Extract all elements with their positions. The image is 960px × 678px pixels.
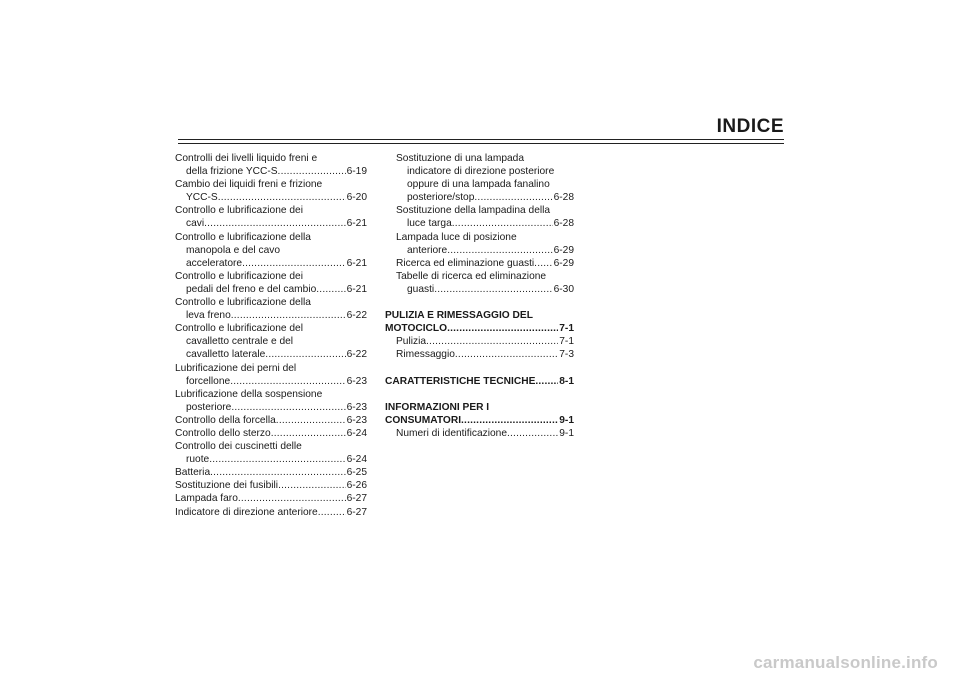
toc-leader-dots xyxy=(210,466,346,479)
toc-entry[interactable] xyxy=(385,335,574,348)
toc-entry-page: 6-30 xyxy=(553,283,574,295)
toc-leader-dots xyxy=(461,414,558,427)
toc-entry-title: Sostituzione della lampadina della xyxy=(396,205,551,217)
toc-entry[interactable] xyxy=(385,414,574,427)
toc-entry-title: Tabelle di ricerca ed eliminazione xyxy=(396,270,547,282)
toc-leader-dots xyxy=(447,244,552,257)
toc-entry-page: 6-28 xyxy=(553,218,574,230)
toc-entry-title: Numeri di identificazione xyxy=(396,427,507,439)
toc-entry-title: luce targa xyxy=(407,218,452,230)
toc-entry-title: acceleratore xyxy=(186,257,243,269)
toc-entry-title: INFORMAZIONI PER I xyxy=(385,401,490,413)
toc-entry-title: cavalletto centrale e del xyxy=(186,336,294,348)
toc-entry-title: Lampada luce di posizione xyxy=(396,231,517,243)
toc-entry-page: 6-27 xyxy=(346,506,367,518)
toc-entry[interactable] xyxy=(385,270,574,283)
toc-entry-title: cavalletto laterale xyxy=(186,349,266,361)
toc-entry-title: Sostituzione di una lampada xyxy=(396,153,524,164)
toc-entry-title: Lampada faro xyxy=(175,493,238,505)
toc-entry-title: Controllo dello sterzo xyxy=(175,427,271,439)
toc-entry-title: Lubrificazione dei perni del xyxy=(175,362,297,374)
toc-leader-dots xyxy=(455,348,558,361)
toc-entry[interactable] xyxy=(175,440,367,453)
toc-entry[interactable] xyxy=(175,414,367,427)
toc-entry-page: 6-22 xyxy=(346,349,367,361)
toc-entry[interactable] xyxy=(175,270,367,283)
toc-entry[interactable] xyxy=(175,257,367,270)
toc-entry-title: Controllo e lubrificazione della xyxy=(175,297,311,309)
toc-entry-title: Indicatore di direzione anteriore xyxy=(175,506,318,518)
toc-entry[interactable] xyxy=(385,165,574,178)
toc-entry-title: Controllo e lubrificazione della xyxy=(175,231,311,243)
toc-entry-page: 9-1 xyxy=(559,414,574,426)
toc-entry-page: 6-28 xyxy=(553,192,574,204)
toc-entry-title: pedali del freno e del cambio xyxy=(186,283,317,295)
toc-entry-title: leva freno xyxy=(186,310,231,322)
toc-entry[interactable] xyxy=(175,178,367,191)
toc-entry-page: 7-3 xyxy=(559,349,574,361)
toc-entry-page: 6-24 xyxy=(346,427,367,439)
toc-entry-title: Controllo della forcella xyxy=(175,414,276,426)
toc-entry-title: Lubrificazione della sospensione xyxy=(175,388,323,400)
toc-entry[interactable] xyxy=(385,204,574,217)
toc-entry-title: Rimessaggio xyxy=(396,349,455,361)
toc-entry[interactable] xyxy=(175,506,367,519)
toc-entry[interactable] xyxy=(175,427,367,440)
toc-leader-dots xyxy=(318,506,346,519)
toc-leader-dots xyxy=(230,375,345,388)
toc-entry-title: Ricerca ed eliminazione guasti xyxy=(396,257,535,269)
toc-entry[interactable] xyxy=(385,322,574,335)
toc-entry-page: 6-23 xyxy=(346,401,367,413)
toc-entry-title: della frizione YCC-S xyxy=(186,166,278,178)
toc-entry[interactable] xyxy=(175,375,367,388)
toc-leader-dots xyxy=(204,217,345,230)
toc-entry-page: 6-21 xyxy=(346,257,367,269)
title-rule-bottom xyxy=(178,143,784,144)
toc-leader-dots xyxy=(218,191,346,204)
toc-entry[interactable] xyxy=(385,401,574,414)
toc-entry[interactable] xyxy=(385,257,574,270)
toc-entry-title: Sostituzione dei fusibili xyxy=(175,480,279,492)
toc-entry[interactable] xyxy=(175,231,367,244)
toc-entry-page: 6-23 xyxy=(346,414,367,426)
toc-spacer xyxy=(385,362,574,375)
toc-leader-dots xyxy=(271,427,346,440)
toc-left-column xyxy=(175,152,367,519)
toc-entry-title: manopola e del cavo xyxy=(186,244,281,256)
toc-entry[interactable] xyxy=(385,348,574,361)
toc-entry-title: posteriore xyxy=(186,401,232,413)
toc-entry-title: PULIZIA E RIMESSAGGIO DEL xyxy=(385,310,533,322)
toc-entry[interactable] xyxy=(385,283,574,296)
toc-leader-dots xyxy=(265,348,345,361)
toc-entry-page: 6-29 xyxy=(553,244,574,256)
toc-entry-page: 6-21 xyxy=(346,283,367,295)
toc-leader-dots xyxy=(316,283,345,296)
toc-leader-dots xyxy=(231,401,345,414)
toc-leader-dots xyxy=(231,309,346,322)
toc-entry[interactable] xyxy=(175,244,367,257)
title-rule-top xyxy=(178,139,784,140)
toc-spacer xyxy=(385,296,574,309)
toc-entry-title: guasti xyxy=(407,283,435,295)
toc-entry[interactable] xyxy=(175,388,367,401)
toc-entry[interactable] xyxy=(175,309,367,322)
toc-entry-title: cavi xyxy=(186,218,205,230)
toc-entry-title: Controllo e lubrificazione dei xyxy=(175,205,303,217)
toc-entry[interactable] xyxy=(175,335,367,348)
toc-entry[interactable] xyxy=(175,283,367,296)
toc-entry[interactable] xyxy=(175,322,367,335)
toc-leader-dots xyxy=(209,453,345,466)
toc-entry-title: oppure di una lampada fanalino xyxy=(407,179,550,191)
toc-entry-page: 6-29 xyxy=(553,257,574,269)
toc-leader-dots xyxy=(447,322,558,335)
toc-leader-dots xyxy=(278,165,346,178)
toc-entry[interactable] xyxy=(175,152,367,165)
toc-entry-title: Controlli dei livelli liquido freni e xyxy=(175,153,318,164)
toc-entry[interactable] xyxy=(385,178,574,191)
toc-entry[interactable] xyxy=(175,191,367,204)
toc-entry[interactable] xyxy=(175,453,367,466)
toc-entry-page: 6-27 xyxy=(346,493,367,505)
toc-leader-dots xyxy=(474,191,552,204)
toc-entry-title: Controllo e lubrificazione dei xyxy=(175,270,303,282)
toc-entry[interactable] xyxy=(385,231,574,244)
toc-right-column xyxy=(385,152,574,440)
toc-leader-dots xyxy=(534,257,552,270)
toc-entry-title: posteriore/stop xyxy=(407,192,475,204)
toc-entry-page: 6-26 xyxy=(346,480,367,492)
toc-entry[interactable] xyxy=(175,204,367,217)
toc-entry-title: forcellone xyxy=(186,375,231,387)
toc-entry[interactable] xyxy=(175,165,367,178)
toc-entry-title: MOTOCICLO xyxy=(385,323,448,335)
toc-entry[interactable] xyxy=(175,479,367,492)
toc-entry[interactable] xyxy=(175,362,367,375)
toc-entry-title: Pulizia xyxy=(396,336,427,348)
toc-leader-dots xyxy=(535,375,558,388)
watermark: carmanualsonline.info xyxy=(753,653,938,672)
toc-spacer xyxy=(385,388,574,401)
toc-entry-title: Cambio dei liquidi freni e frizione xyxy=(175,179,323,191)
toc-entry-title: Controllo dei cuscinetti delle xyxy=(175,441,302,453)
toc-entry[interactable] xyxy=(175,466,367,479)
toc-entry[interactable] xyxy=(385,244,574,257)
toc-leader-dots xyxy=(426,335,558,348)
toc-entry[interactable] xyxy=(385,191,574,204)
toc-leader-dots xyxy=(276,414,346,427)
toc-leader-dots xyxy=(507,427,558,440)
toc-entry-title: anteriore xyxy=(407,244,448,256)
toc-entry-page: 7-1 xyxy=(559,336,574,348)
toc-leader-dots xyxy=(452,217,553,230)
toc-entry-title: CONSUMATORI xyxy=(385,414,462,426)
toc-leader-dots xyxy=(242,257,346,270)
toc-entry[interactable] xyxy=(385,309,574,322)
page-title: INDICE xyxy=(716,116,784,137)
toc-leader-dots xyxy=(278,479,346,492)
toc-leader-dots xyxy=(434,283,552,296)
toc-entry-page: 6-21 xyxy=(346,218,367,230)
toc-entry-page: 6-23 xyxy=(346,375,367,387)
toc-entry-page: 7-1 xyxy=(559,323,574,335)
toc-entry[interactable] xyxy=(175,217,367,230)
toc-entry-page: 6-22 xyxy=(346,310,367,322)
toc-entry-page: 6-24 xyxy=(346,454,367,466)
toc-entry-page: 6-20 xyxy=(346,192,367,204)
toc-entry-title: indicatore di direzione posteriore xyxy=(407,166,555,178)
toc-entry[interactable] xyxy=(175,492,367,505)
toc-entry-title: ruote xyxy=(186,454,210,466)
toc-entry[interactable] xyxy=(385,427,574,440)
toc-entry-title: CARATTERISTICHE TECNICHE xyxy=(385,375,536,387)
toc-entry-title: YCC-S xyxy=(186,192,218,204)
toc-entry-page: 6-25 xyxy=(346,467,367,479)
toc-leader-dots xyxy=(238,492,346,505)
toc-entry[interactable] xyxy=(385,217,574,230)
toc-entry-page: 9-1 xyxy=(559,427,574,439)
toc-entry-page: 8-1 xyxy=(559,375,574,387)
toc-entry[interactable] xyxy=(385,152,574,165)
toc-entry[interactable] xyxy=(175,296,367,309)
toc-entry[interactable] xyxy=(385,375,574,388)
toc-entry-page: 6-19 xyxy=(346,166,367,178)
toc-entry[interactable] xyxy=(175,401,367,414)
toc-entry[interactable] xyxy=(175,348,367,361)
toc-entry-title: Controllo e lubrificazione del xyxy=(175,323,303,335)
toc-entry-title: Batteria xyxy=(175,467,211,479)
